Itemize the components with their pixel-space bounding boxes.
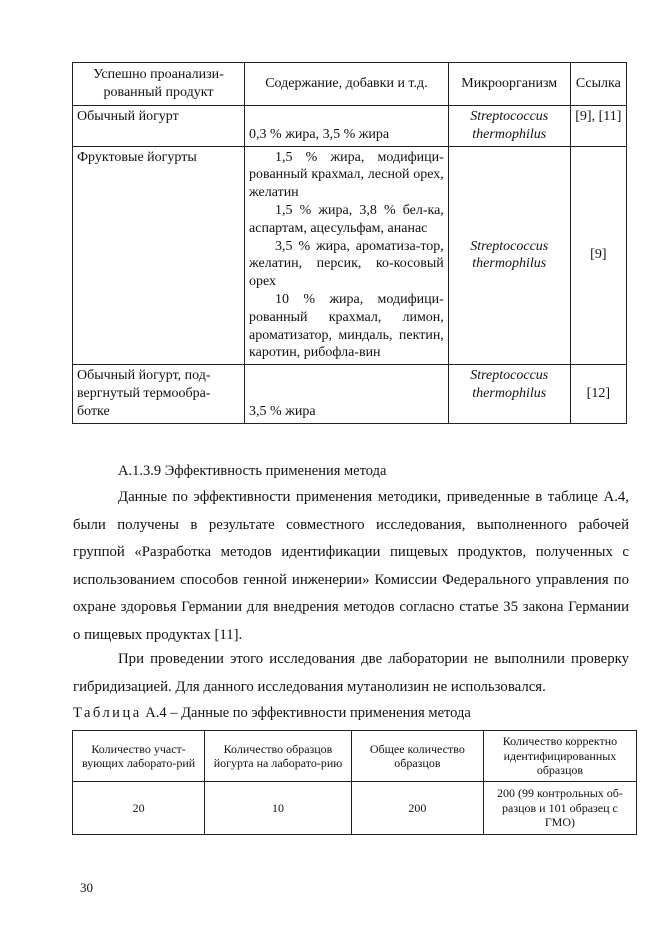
content-paragraph: 10 % жира, модифици-рованный крахмал, лимон, ароматизатор, миндаль, пектин, каротин, рибофла-вин xyxy=(249,291,444,361)
caption-text: А.4 – Данные по эффективности применения метода xyxy=(145,705,471,721)
content-line: 0,3 % жира, 3,5 % жира xyxy=(249,126,390,142)
cell-product: Обычный йогурт xyxy=(73,106,245,147)
organism-genus: Streptococcus xyxy=(470,109,549,124)
content-paragraph: 1,5 % жира, модифици-рованный крахмал, лесной орех, желатин xyxy=(249,149,444,201)
paragraph-performance-data: Данные по эффективности применения методики, приведенные в таблице А.4, были получены в результате совместного исследования, выполненного рабочей группой «Разработка методов идентификации пищевых продуктов, полученных с использованием способов генной инженерии» Комиссии Федерального управления по охране здоровья Германии для внедрения методов согласно статье 35 закона Германии о пищевых продуктах [11]. xyxy=(73,489,629,643)
table-a4-caption xyxy=(73,703,471,723)
paragraph-study-notes: При проведении этого исследования две лаборатории не выполнили проверку гибридизацией. Для данного исследования мутанолизин не использовался. xyxy=(73,651,629,695)
content-line: 3,5 % жира xyxy=(249,403,316,419)
table-header-row xyxy=(73,63,627,106)
header-content: Содержание, добавки и т.д. xyxy=(245,63,449,106)
header-organism: Микроорганизм xyxy=(448,63,570,106)
table-row xyxy=(73,365,627,423)
organism-genus: Streptococcus xyxy=(470,238,549,254)
organism-genus: Streptococcus xyxy=(470,368,549,384)
cell-ref: [9] xyxy=(570,146,626,365)
table-row xyxy=(73,782,637,835)
cell-ref: [12] xyxy=(570,365,626,423)
organism-species: thermophilus xyxy=(472,126,547,142)
content-paragraph: 3,5 % жира, ароматиза-тор, желатин, персик, ко-косовый орех xyxy=(249,238,444,290)
cell-total-samples: 200 xyxy=(351,782,483,835)
header-correct-samples: Количество корректно идентифицированных образцов xyxy=(483,731,636,782)
table-header-row xyxy=(73,731,637,782)
header-total-samples: Общее количество образцов xyxy=(351,731,483,782)
cell-content xyxy=(245,106,449,147)
header-lab-count: Количество участ-вующих лаборато-рий xyxy=(73,731,205,782)
header-samples-per-lab: Количество образцов йогурта на лаборато-рию xyxy=(205,731,352,782)
cell-content xyxy=(245,365,449,423)
cell-correct-samples: 200 (99 контрольных об-разцов и 101 образец с ГМО) xyxy=(483,782,636,835)
cell-lab-count: 20 xyxy=(73,782,205,835)
cell-organism xyxy=(448,146,570,365)
organism-species: thermophilus xyxy=(472,385,547,401)
cell-samples-per-lab: 10 xyxy=(205,782,352,835)
table-row xyxy=(73,106,627,147)
caption-label: Таблица xyxy=(73,705,142,721)
content-paragraph: 1,5 % жира, 3,8 % бел-ка, аспартам, ацесульфам, ананас xyxy=(249,202,444,236)
cell-content xyxy=(245,146,449,365)
table-a4 xyxy=(72,730,637,835)
header-product: Успешно проанализи-рованный продукт xyxy=(73,63,245,106)
table-row xyxy=(73,146,627,365)
section-heading: А.1.3.9 Эффективность применения метода xyxy=(118,463,387,479)
page-number: 30 xyxy=(80,880,93,895)
header-ref: Ссылка xyxy=(570,63,626,106)
table-a3-continuation xyxy=(72,62,627,424)
cell-product: Обычный йогурт, под-вергнутый термообра-ботке xyxy=(73,365,245,423)
cell-organism xyxy=(448,106,570,147)
organism-species: thermophilus xyxy=(472,256,547,272)
cell-organism xyxy=(448,365,570,423)
cell-product: Фруктовые йогурты xyxy=(73,146,245,365)
cell-ref: [9], [11] xyxy=(570,106,626,147)
